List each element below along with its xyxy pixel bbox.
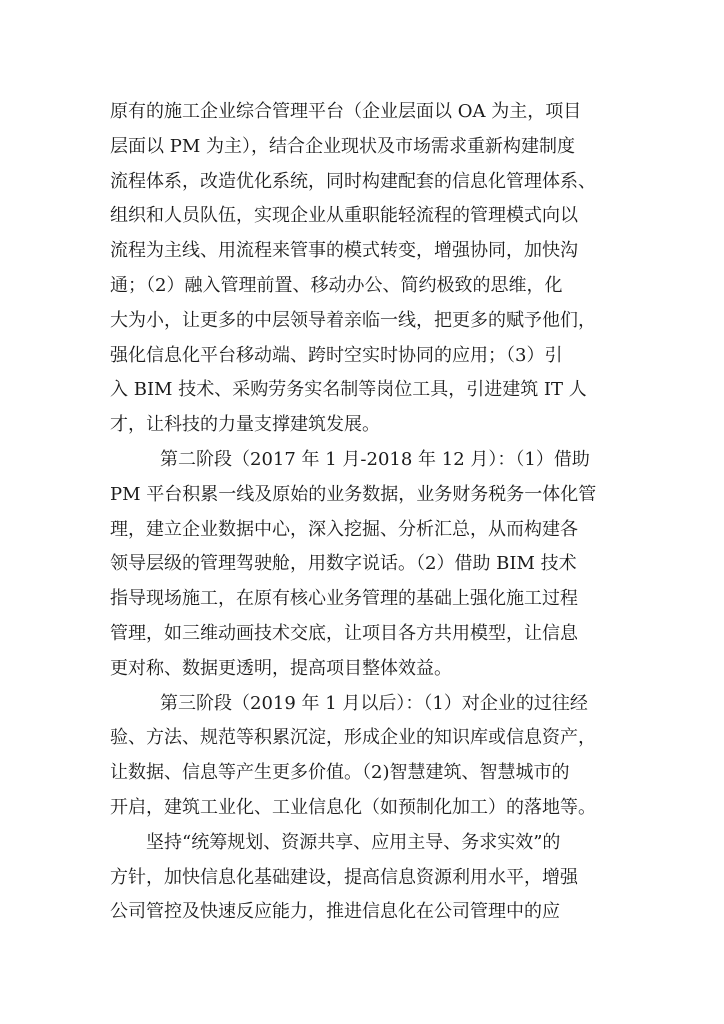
text-line: 验、方法、规范等积累沉淀，形成企业的知识库或信息资产， (110, 727, 596, 749)
text-line: 组织和人员队伍，实现企业从重职能轻流程的管理模式向以 (110, 205, 578, 227)
body-text (110, 95, 615, 930)
text-line: 领导层级的管理驾驶舱，用数字说话。（2）借助 BIM 技术 (110, 553, 577, 575)
paragraph-start-stage-two: 第二阶段（2017 年 1 月-2018 年 12 月）：（1）借助 (160, 448, 590, 470)
text-line: 指导现场施工，在原有核心业务管理的基础上强化施工过程 (110, 588, 578, 610)
text-line: 让数据、信息等产生更多价值。（2)智慧建筑、智慧城市的 (110, 762, 570, 784)
text-line: 理，建立企业数据中心，深入挖掘、分析汇总，从而构建各 (110, 518, 578, 540)
text-line: 方针，加快信息化基础建设，提高信息资源利用水平，增强 (110, 866, 578, 888)
text-line: 管理，如三维动画技术交底，让项目各方共用模型，让信息 (110, 622, 578, 644)
text-line: 更对称、数据更透明，提高项目整体效益。 (110, 657, 452, 679)
text-line: 大为小，让更多的中层领导着亲临一线，把更多的赋予他们， (110, 309, 596, 331)
text-line: 原有的施工企业综合管理平台（企业层面以 OA 为主，项目 (110, 101, 582, 122)
text-line: 流程为主线、用流程来管事的模式转变，增强协同，加快沟 (110, 240, 578, 262)
text-line: 公司管控及快速反应能力，推进信息化在公司管理中的应 (110, 901, 560, 923)
text-line: 强化信息化平台移动端、跨时空实时协同的应用；（3）引 (110, 344, 563, 366)
text-line: PM 平台积累一线及原始的业务数据，业务财务税务一体化管 (110, 483, 597, 505)
text-line: 开启，建筑工业化、工业信息化（如预制化加工）的落地等。 (110, 796, 596, 818)
text-line: 入 BIM 技术、采购劳务实名制等岗位工具，引进建筑 IT 人 (110, 379, 587, 401)
text-line: 通；（2）融入管理前置、移动办公、简约极致的思维，化 (110, 274, 563, 296)
paragraph-start-stage-three: 第三阶段（2019 年 1 月以后）：（1）对企业的过往经 (160, 692, 588, 714)
paragraph-start-principle: 坚持“统筹规划、资源共享、应用主导、务求实效”的 (146, 831, 561, 853)
text-line: 流程体系，改造优化系统，同时构建配套的信息化管理体系、 (110, 170, 596, 192)
text-line: 层面以 PM 为主），结合企业现状及市场需求重新构建制度 (110, 135, 575, 157)
text-line: 才，让科技的力量支撑建筑发展。 (110, 414, 380, 436)
